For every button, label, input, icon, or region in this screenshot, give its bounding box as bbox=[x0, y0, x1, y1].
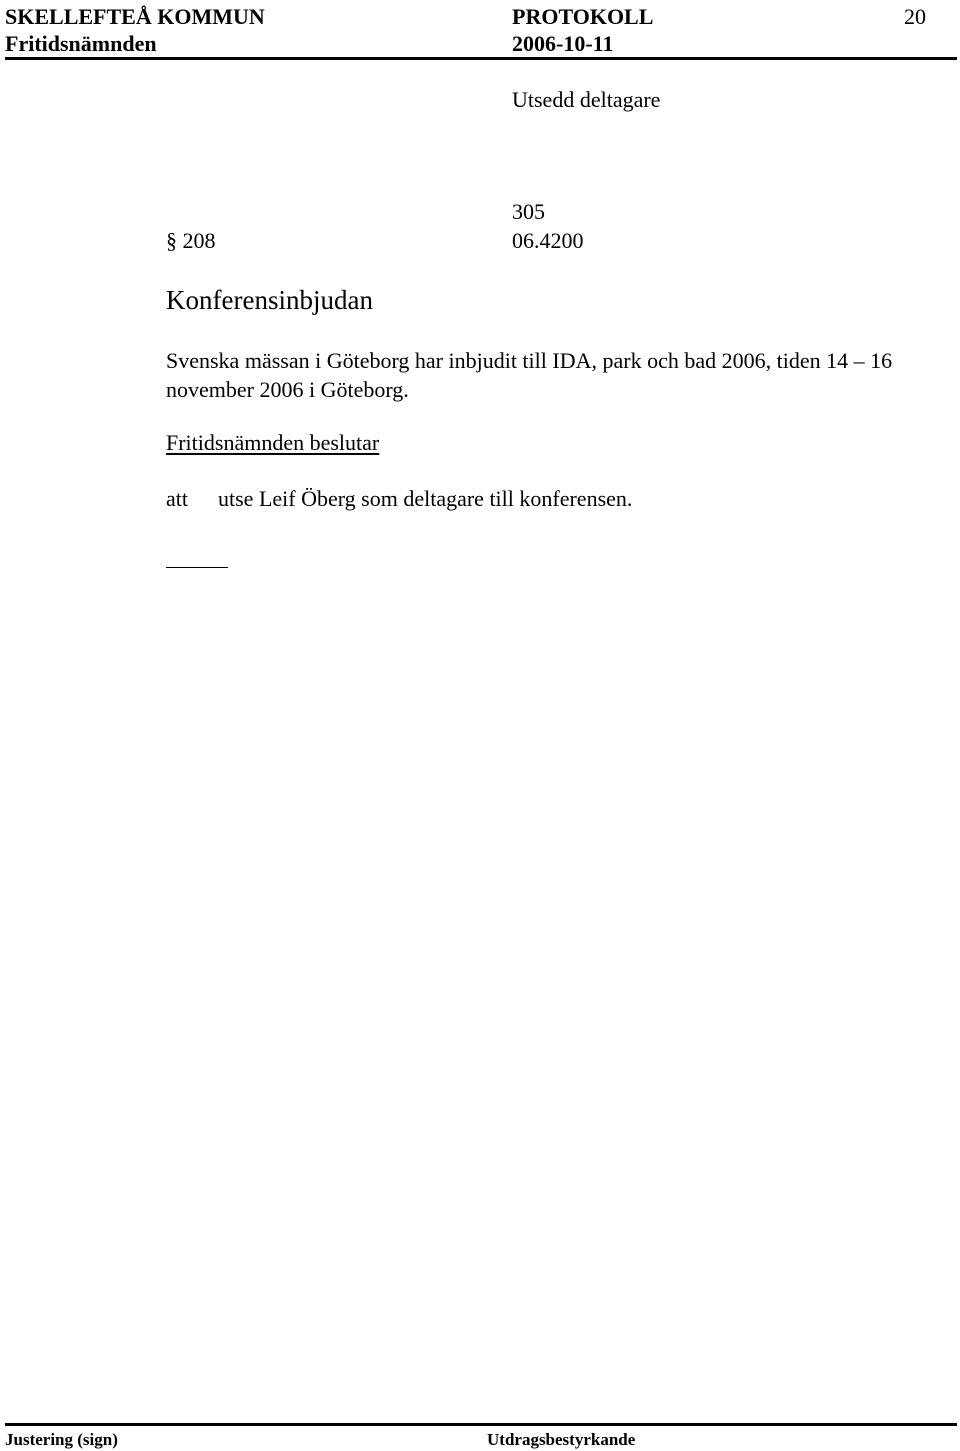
organization-name: SKELLEFTEÅ KOMMUN bbox=[5, 4, 265, 29]
document-type: PROTOKOLL bbox=[512, 4, 654, 29]
section-end-rule bbox=[166, 567, 228, 568]
decision-heading: Fritidsnämnden beslutar bbox=[166, 430, 380, 455]
header-rule bbox=[5, 57, 957, 60]
signature-label: Justering (sign) bbox=[5, 1430, 118, 1449]
decision-text: utse Leif Öberg som deltagare till konferensen. bbox=[218, 486, 633, 511]
case-reference: 06.4200 bbox=[512, 228, 584, 253]
body-paragraph: Svenska mässan i Göteborg har inbjudit till IDA, park och bad 2006, tiden 14 – 16 november 2006 i Göteborg. bbox=[166, 348, 893, 402]
case-number: 305 bbox=[512, 199, 545, 224]
page-number: 20 bbox=[904, 4, 926, 29]
decision-prefix: att bbox=[166, 486, 188, 511]
certification-label: Utdragsbestyrkande bbox=[487, 1430, 636, 1449]
meeting-date: 2006-10-11 bbox=[512, 31, 614, 56]
stamp-note: Utsedd deltagare bbox=[512, 87, 661, 112]
footer-rule bbox=[5, 1423, 957, 1426]
paragraph-mark: § 208 bbox=[166, 228, 216, 253]
committee-name: Fritidsnämnden bbox=[5, 31, 157, 56]
page-title: Konferensinbjudan bbox=[166, 285, 373, 315]
